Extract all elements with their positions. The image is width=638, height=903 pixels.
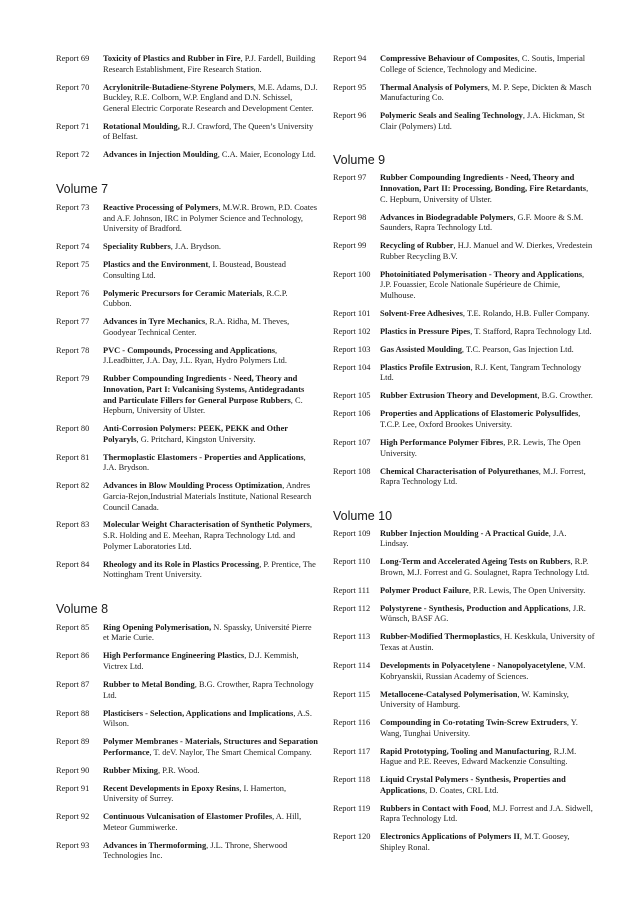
report-authors: , P.R. Lewis, The Open University. (380, 437, 581, 458)
report-title: Ring Opening Polymerisation, (103, 622, 212, 632)
report-description (380, 632, 595, 653)
report-number: Report 80 (56, 424, 90, 434)
report-number: Report 119 (333, 803, 371, 813)
report-entry (56, 560, 318, 581)
report-title: Rapid Prototyping, Tooling and Manufacturing (380, 746, 550, 756)
report-number: Report 115 (333, 689, 371, 699)
report-authors: , J.R. Wünsch, BASF AG. (380, 603, 586, 624)
report-title: Thermal Analysis of Polymers (380, 82, 488, 92)
report-authors: , T.C. Pearson, Gas Injection Ltd. (461, 344, 574, 354)
report-entry (333, 241, 595, 262)
report-title: High Performance Engineering Plastics (103, 651, 245, 661)
report-number: Report 97 (333, 173, 367, 183)
report-authors: , Andres Garcia-Rejon,Industrial Materials Institute, National Research Council Canada. (103, 481, 312, 512)
report-description (103, 317, 318, 338)
report-entry (333, 327, 595, 338)
report-description (103, 150, 318, 161)
report-title: Liquid Crystal Polymers - Synthesis, Properties and Applications (380, 775, 566, 795)
report-title: Toxicity of Plastics and Rubber in Fire (103, 54, 241, 63)
report-title: Speciality Rubbers (103, 242, 171, 252)
report-entry (56, 651, 318, 672)
report-authors: , J.A. Lindsay. (380, 528, 567, 549)
report-description (103, 289, 318, 310)
report-number: Report 74 (56, 242, 90, 252)
report-entry (56, 122, 318, 143)
report-entry (333, 363, 595, 384)
report-entry (56, 680, 318, 701)
report-number: Report 70 (56, 82, 90, 92)
report-number: Report 82 (56, 481, 90, 491)
report-title: Advances in Thermoforming (103, 840, 207, 850)
report-entry (56, 260, 318, 281)
report-entry (333, 345, 595, 356)
report-entry (333, 747, 595, 768)
right-column (333, 54, 595, 861)
report-entry (333, 775, 595, 796)
report-number: Report 91 (56, 783, 90, 793)
report-number: Report 86 (56, 651, 90, 661)
report-entry (56, 841, 318, 862)
volume-10-list (333, 529, 595, 854)
volume-8-list (56, 623, 318, 862)
report-authors: , J.Leadbitter, J.A. Day, J.L. Ryan, Hydro Polymers Ltd. (103, 345, 287, 366)
report-entry (56, 83, 318, 115)
report-authors: , R.J. Kent, Tangram Technology Ltd. (380, 362, 582, 383)
report-description (103, 260, 318, 281)
report-title: Rubber to Metal Bonding (103, 680, 195, 689)
report-entry (56, 289, 318, 310)
report-number: Report 101 (333, 308, 371, 318)
report-authors: , R.C.P. Cubbon. (103, 288, 288, 309)
report-authors: , R.P. Brown, M.J. Forrest and G. Soulagnet, Rapra Technology Ltd. (380, 557, 590, 577)
report-description (380, 241, 595, 262)
report-number: Report 75 (56, 260, 90, 270)
report-authors: , M.J. Forrest and J.A. Sidwell, Rapra Technology Ltd. (380, 803, 593, 824)
report-entry (333, 832, 595, 853)
volume-9-list (333, 173, 595, 487)
report-authors: , B.G. Crowther. (537, 391, 593, 401)
report-entry (333, 804, 595, 825)
report-authors: , Y. Wang, Tunghai University. (380, 718, 578, 738)
report-description (103, 841, 318, 862)
report-title: Acrylonitrile-Butadiene-Styrene Polymers (103, 82, 254, 92)
report-authors: , H.J. Manuel and W. Dierkes, Vredestein Rubber Recycling B.V. (380, 241, 593, 261)
report-number: Report 77 (56, 317, 90, 327)
report-entry (56, 481, 318, 513)
report-title: Rheology and its Role in Plastics Processing (103, 559, 260, 569)
report-authors: , M.W.R. Brown, P.D. Coates and A.F. Johnson, IRC in Polymer Science and Technology, University of Bradford. (103, 202, 318, 234)
report-description (103, 812, 318, 833)
report-authors: , B.G. Crowther, Rapra Technology Ltd. (103, 680, 314, 700)
report-authors: , C.A. Maier, Econology Ltd. (217, 150, 316, 160)
report-number: Report 87 (56, 680, 90, 689)
report-authors: , C. Soutis, Imperial College of Science, Technology and Medicine. (380, 54, 586, 74)
volume-8-heading: Volume 8 (56, 601, 109, 616)
report-entry (56, 150, 318, 161)
report-description (380, 529, 595, 550)
report-number: Report 111 (333, 585, 370, 595)
report-authors: , H. Keskkula, University of Texas at Austin. (380, 632, 595, 653)
report-number: Report 116 (333, 718, 371, 728)
report-number: Report 113 (333, 632, 371, 642)
report-description (380, 345, 595, 356)
report-description (380, 173, 595, 205)
report-entry (333, 557, 595, 578)
report-number: Report 89 (56, 737, 90, 747)
report-number: Report 110 (333, 557, 371, 567)
report-authors: , S.R. Holding and E. Meehan, Rapra Technology Ltd. and Polymer Laboratories Ltd. (103, 520, 313, 551)
report-description (103, 623, 318, 644)
report-number: Report 118 (333, 775, 371, 785)
report-entry (56, 374, 318, 416)
report-authors: , G. Pritchard, Kingston University. (136, 434, 256, 444)
report-authors: , T.C.P. Lee, Oxford Brookes University. (380, 409, 581, 429)
report-title: Developments in Polyacetylene - Nanopolyacetylene (380, 661, 565, 670)
report-number: Report 96 (333, 111, 367, 121)
report-description (380, 718, 595, 739)
report-description (103, 424, 318, 445)
report-entry (333, 438, 595, 459)
report-authors: , R.A. Ridha, M. Theves, Goodyear Technical Center. (103, 317, 290, 337)
report-number: Report 78 (56, 345, 90, 355)
report-description (380, 213, 595, 234)
report-number: Report 120 (333, 832, 371, 842)
report-entry (56, 54, 318, 75)
report-authors: , R.J.M. Hague and P.E. Reeves, Edward Mackenzie Consulting. (380, 746, 577, 767)
report-description (103, 453, 318, 474)
report-description (380, 270, 595, 302)
report-title: Properties and Applications of Elastomeric Polysulfides (380, 409, 579, 419)
report-number: Report 81 (56, 452, 90, 462)
report-title: Long-Term and Accelerated Ageing Tests on Rubbers (380, 557, 571, 567)
report-number: Report 72 (56, 150, 90, 160)
report-authors: , C. Hepburn, University of Ulster. (380, 183, 589, 204)
report-number: Report 76 (56, 288, 90, 298)
report-number: Report 114 (333, 661, 371, 670)
report-number: Report 99 (333, 241, 367, 251)
report-entry (333, 529, 595, 550)
report-title: Photoinitiated Polymerisation - Theory and Applications (380, 269, 583, 279)
report-title: Rubber Compounding Ingredients - Need, Theory and Innovation, Part II: Processing, Bonding, Fire Retardants (380, 173, 587, 193)
report-number: Report 94 (333, 54, 367, 63)
report-title: Anti-Corrosion Polymers: PEEK, PEKK and Other Polyaryls (103, 424, 288, 444)
report-authors: , W. Kaminsky, University of Hamburg. (380, 689, 569, 710)
report-description (380, 747, 595, 768)
report-description (103, 737, 318, 758)
report-title: Reactive Processing of Polymers (103, 202, 219, 212)
report-title: Rubbers in Contact with Food (380, 803, 489, 813)
report-title: Thermoplastic Elastomers - Properties and Applications (103, 452, 304, 462)
report-title: Polymer Product Failure (380, 585, 469, 595)
report-description (103, 784, 318, 805)
report-authors: , M.J. Forrest, Rapra Technology Ltd. (380, 466, 586, 487)
report-title: Polystyrene - Synthesis, Production and Applications (380, 603, 569, 613)
report-description (380, 327, 595, 338)
report-authors: , M. P. Sepe, Dickten & Masch Manufacturing Co. (380, 82, 592, 103)
report-number: Report 95 (333, 82, 367, 92)
report-number: Report 107 (333, 437, 371, 447)
report-title: Advances in Tyre Mechanics (103, 317, 206, 327)
report-title: Plastics and the Environment (103, 260, 209, 270)
report-entry (56, 784, 318, 805)
report-authors: , A. Hill, Meteor Gummiwerke. (103, 812, 302, 832)
report-title: High Performance Polymer Fibres (380, 437, 504, 447)
report-description (380, 409, 595, 430)
report-title: Compressive Behaviour of Composites (380, 54, 518, 63)
report-authors: , T. deV. Naylor, The Smart Chemical Company. (149, 747, 312, 757)
report-authors: , J.A. Brydson. (103, 452, 306, 473)
report-title: Advances in Blow Moulding Process Optimization (103, 481, 283, 491)
report-entry (56, 242, 318, 253)
report-number: Report 73 (56, 202, 90, 212)
report-authors: , J.P. Fouassier, Ecole Nationale Supérieure de Chimie, Mulhouse. (380, 269, 585, 300)
report-authors: , P.R. Wood. (158, 765, 200, 775)
report-description (103, 83, 318, 115)
report-entry (56, 317, 318, 338)
report-description (380, 832, 595, 853)
report-title: Plasticisers - Selection, Applications and Implications (103, 708, 294, 718)
report-description (380, 661, 595, 682)
report-entry (333, 173, 595, 205)
report-description (380, 111, 595, 132)
report-entry (333, 111, 595, 132)
report-title: Rubber Extrusion Theory and Development (380, 391, 538, 401)
report-entry (56, 453, 318, 474)
report-entry (333, 586, 595, 597)
report-description (103, 203, 318, 235)
report-authors: , I. Hamerton, University of Surrey. (103, 783, 287, 804)
report-entry (333, 83, 595, 104)
report-title: Polymeric Precursors for Ceramic Materials (103, 288, 263, 298)
report-authors: , J.L. Throne, Sherwood Technologies Inc. (103, 840, 288, 861)
report-number: Report 100 (333, 269, 371, 279)
report-description (380, 438, 595, 459)
report-authors: N. Spassky, Université Pierre et Marie Curie. (103, 622, 312, 643)
report-entry (56, 203, 318, 235)
report-authors: , T.E. Rolando, H.B. Fuller Company. (462, 308, 590, 318)
report-title: Metallocene-Catalysed Polymerisation (380, 689, 518, 699)
report-number: Report 102 (333, 326, 371, 336)
report-description (380, 586, 595, 597)
report-description (103, 374, 318, 416)
report-entry (333, 391, 595, 402)
report-number: Report 104 (333, 362, 371, 372)
report-entry (333, 270, 595, 302)
report-title: Electronics Applications of Polymers II (380, 832, 520, 842)
report-description (380, 309, 595, 320)
report-description (380, 804, 595, 825)
report-authors: , M.T. Goosey, Shipley Ronal. (380, 832, 570, 853)
report-description (380, 604, 595, 625)
report-entry (333, 632, 595, 653)
report-entry (56, 346, 318, 367)
report-authors: , T. Stafford, Rapra Technology Ltd. (470, 326, 592, 336)
report-description (380, 690, 595, 711)
report-entry (56, 812, 318, 833)
right-pre-list (333, 54, 595, 132)
report-title: Polymer Membranes - Materials, Structures and Separation Performance (103, 737, 318, 757)
report-number: Report 112 (333, 603, 371, 613)
report-number: Report 106 (333, 409, 371, 419)
report-title: Rotational Moulding, (103, 121, 180, 131)
report-entry (56, 737, 318, 758)
report-authors: , D.J. Kemmish, Victrex Ltd. (103, 651, 299, 672)
report-title: Chemical Characterisation of Polyurethanes (380, 466, 539, 476)
report-number: Report 109 (333, 528, 371, 538)
volume-9-heading: Volume 9 (333, 153, 386, 168)
report-entry (333, 54, 595, 75)
report-authors: , C. Hepburn, University of Ulster. (103, 395, 303, 416)
volume-7-list (56, 203, 318, 581)
volume-7-heading: Volume 7 (56, 181, 109, 196)
report-authors: , M.E. Adams, D.J. Buckley, R.E. Colborn, W.P. England and D.N. Schissel, General Electric Corporate Research and Development Center. (103, 82, 318, 113)
report-description (380, 467, 595, 488)
report-title: Plastics Profile Extrusion (380, 362, 471, 372)
report-description (103, 346, 318, 367)
report-entry (333, 661, 595, 682)
report-number: Report 93 (56, 840, 90, 850)
report-number: Report 69 (56, 54, 90, 63)
report-entry (56, 623, 318, 644)
report-authors: , J.A. Brydson. (170, 242, 221, 252)
report-title: Rubber Mixing (103, 765, 158, 775)
report-description (103, 766, 318, 777)
report-title: Plastics in Pressure Pipes (380, 326, 471, 336)
report-entry (333, 604, 595, 625)
report-entry (56, 424, 318, 445)
report-entry (333, 409, 595, 430)
report-description (103, 481, 318, 513)
report-entry (56, 709, 318, 730)
report-title: Solvent-Free Adhesives (380, 308, 463, 318)
report-authors: , V.M. Kobryanskii, Russian Academy of Sciences. (380, 661, 586, 681)
report-number: Report 79 (56, 374, 90, 384)
report-description (103, 651, 318, 672)
report-title: Continuous Vulcanisation of Elastomer Profiles (103, 812, 273, 822)
report-number: Report 117 (333, 746, 371, 756)
report-number: Report 90 (56, 765, 90, 775)
report-number: Report 98 (333, 212, 367, 222)
report-authors: , A.S. Wilson. (103, 708, 312, 729)
report-description (103, 242, 318, 253)
report-number: Report 103 (333, 344, 371, 354)
report-number: Report 108 (333, 466, 371, 476)
report-entry (56, 766, 318, 777)
report-description (380, 363, 595, 384)
report-description (380, 775, 595, 796)
report-title: PVC - Compounds, Processing and Applications (103, 345, 276, 355)
report-authors: , P.R. Lewis, The Open University. (468, 585, 586, 595)
report-number: Report 88 (56, 708, 90, 718)
report-number: Report 71 (56, 121, 90, 131)
report-authors: , I. Boustead, Boustead Consulting Ltd. (103, 260, 286, 280)
report-entry (333, 690, 595, 711)
report-description (103, 520, 318, 552)
report-title: Gas Assisted Moulding (380, 344, 462, 354)
report-title: Advances in Biodegradable Polymers (380, 212, 514, 222)
report-description (380, 54, 595, 75)
report-number: Report 92 (56, 812, 90, 822)
report-title: Compounding in Co-rotating Twin-Screw Extruders (380, 718, 567, 728)
report-description (103, 680, 318, 701)
report-description (380, 557, 595, 578)
report-number: Report 83 (56, 520, 90, 530)
report-number: Report 84 (56, 559, 90, 569)
report-title: Rubber-Modified Thermoplastics (380, 632, 500, 642)
report-entry (333, 213, 595, 234)
report-entry (333, 718, 595, 739)
left-pre-list (56, 54, 318, 161)
report-description (103, 709, 318, 730)
report-title: Advances in Injection Moulding (103, 150, 218, 160)
report-description (380, 83, 595, 104)
volume-10-heading: Volume 10 (333, 508, 393, 523)
report-authors: , P.J. Fardell, Building Research Establishment, Fire Research Station. (103, 54, 316, 74)
report-authors: , D. Coates, CRL Ltd. (425, 785, 499, 795)
report-entry (333, 309, 595, 320)
report-description (103, 54, 318, 75)
report-entry (56, 520, 318, 552)
report-description (380, 391, 595, 402)
report-authors: , G.F. Moore & S.M. Saunders, Rapra Technology Ltd. (380, 212, 584, 233)
report-title: Recycling of Rubber (380, 241, 454, 251)
report-authors: , P. Prentice, The Nottingham Trent University. (103, 559, 316, 580)
report-title: Recent Developments in Epoxy Resins (103, 783, 240, 793)
report-entry (333, 467, 595, 488)
left-column (56, 54, 318, 869)
report-title: Polymeric Seals and Sealing Technology (380, 111, 523, 121)
report-title: Molecular Weight Characterisation of Synthetic Polymers (103, 520, 310, 530)
report-title: Rubber Compounding Ingredients - Need, Theory and Innovation, Part I: Vulcanising Systems, Antidegradants and Particulate Fillers for General Purpose Rubbers (103, 374, 305, 405)
report-description (103, 122, 318, 143)
report-number: Report 85 (56, 622, 90, 632)
report-authors: R.J. Crawford, The Queen’s University of Belfast. (103, 121, 314, 142)
report-description (103, 560, 318, 581)
report-title: Rubber Injection Moulding - A Practical Guide (380, 528, 549, 538)
report-number: Report 105 (333, 391, 371, 401)
report-authors: , J.A. Hickman, St Clair (Polymers) Ltd. (380, 111, 585, 131)
